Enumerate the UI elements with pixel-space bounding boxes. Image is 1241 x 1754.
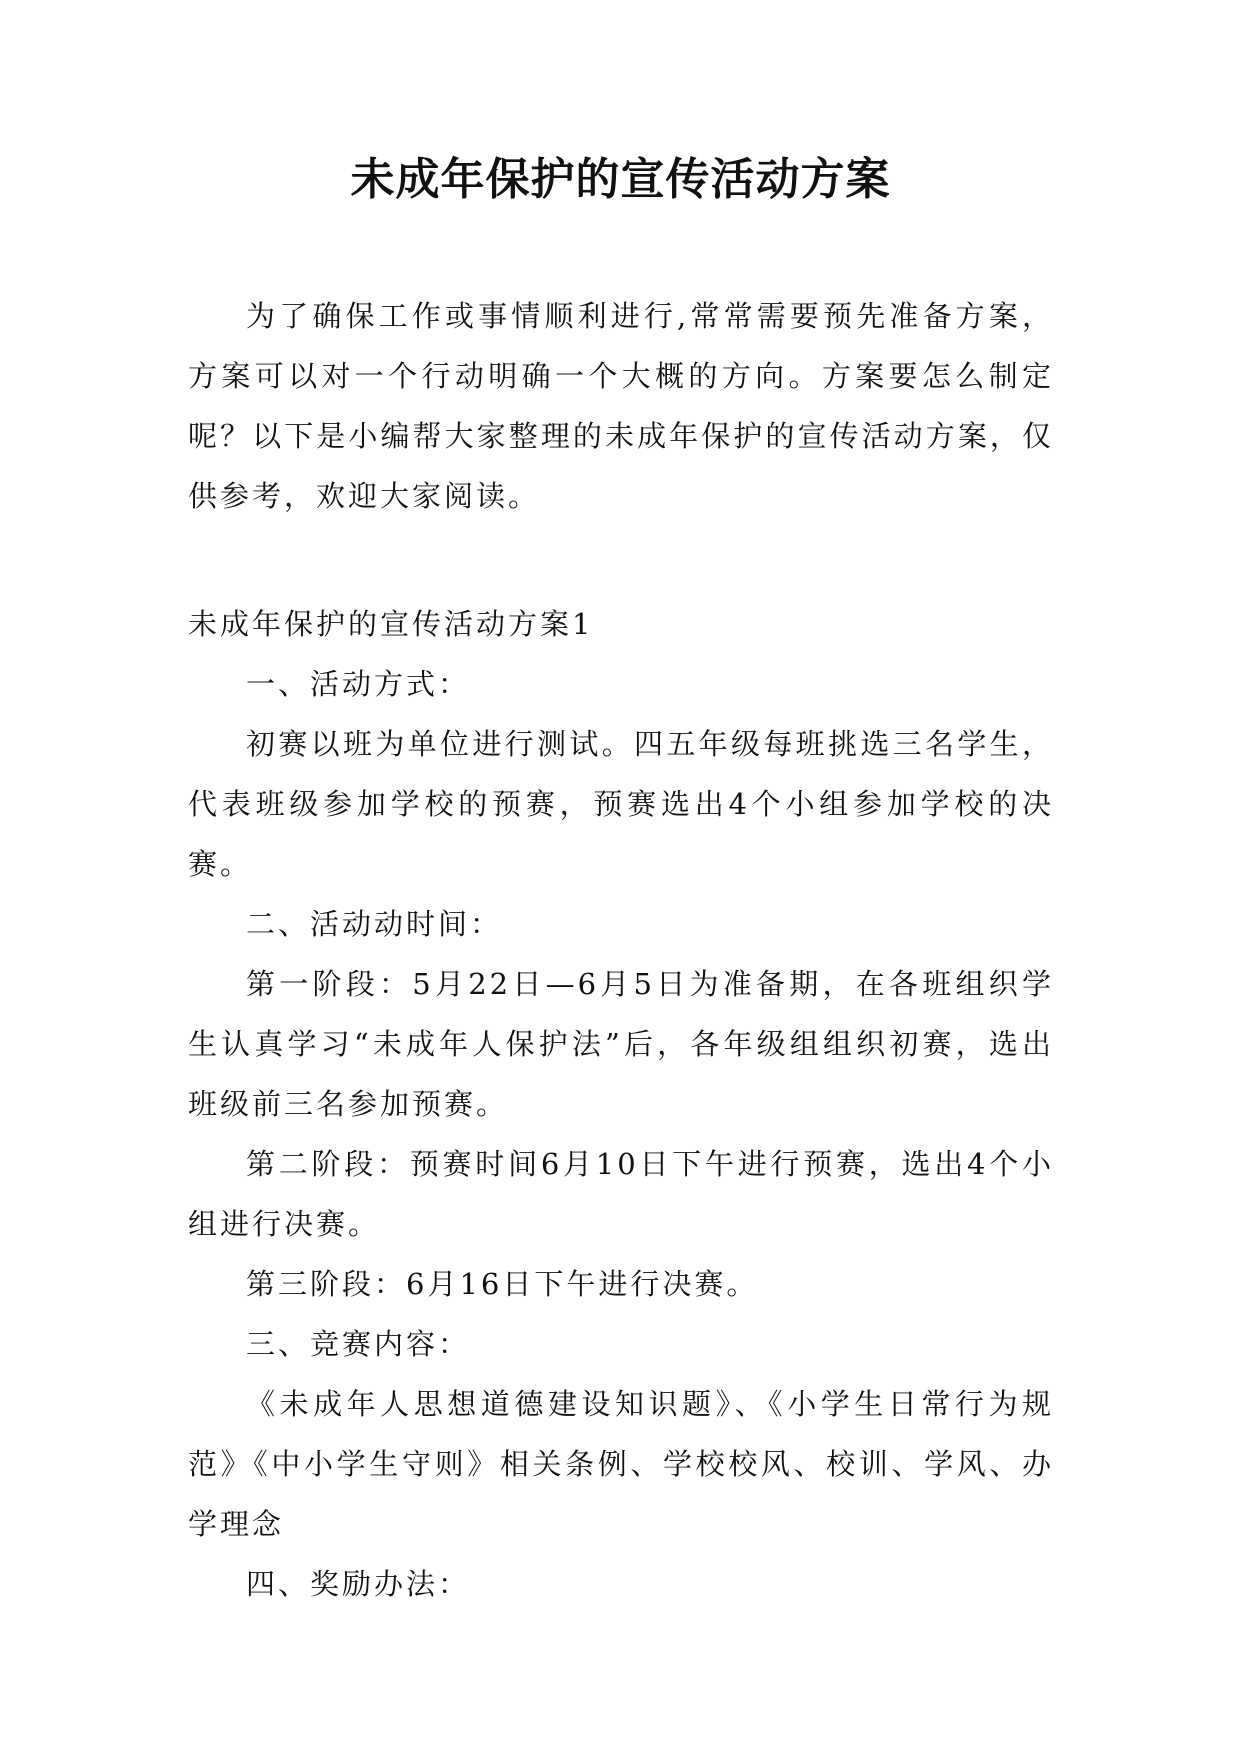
paragraph-preliminary: 初赛以班为单位进行测试。四五年级每班挑选三名学生，代表班级参加学校的预赛，预赛选出4个小组参加学校的决赛。 [188,727,1054,881]
document-title: 未成年保护的宣传活动方案 [350,154,891,205]
paragraph-stage-three: 第三阶段：6月16日下午进行决赛。 [246,1267,759,1301]
paragraph-stage-two: 第二阶段：预赛时间6月10日下午进行预赛，选出4个小组进行决赛。 [188,1147,1054,1241]
paragraph-stage-one: 第一阶段：5月22日—6月5日为准备期，在各班组织学生认真学习“未成年人保护法”后，各年级组组织初赛，选出班级前三名参加预赛。 [188,967,1054,1121]
heading-rewards: 四、奖励办法： [246,1567,471,1601]
heading-activity-time: 二、活动动时间： [246,907,503,941]
document-body [188,286,1054,1614]
intro-paragraph: 为了确保工作或事情顺利进行,常常需要预先准备方案，方案可以对一个行动明确一个大概的方向。方案要怎么制定呢？以下是小编帮大家整理的未成年保护的宣传活动方案，仅供参考，欢迎大家阅读。 [188,299,1054,513]
section-title: 未成年保护的宣传活动方案1 [188,607,594,641]
heading-activity-method: 一、活动方式： [246,667,471,701]
paragraph-gap [188,526,1054,594]
paragraph-contest-content: 《未成年人思想道德建设知识题》、《小学生日常行为规范》《中小学生守则》相关条例、学校校风、校训、学风、办学理念 [188,1387,1054,1541]
heading-contest-content: 三、竞赛内容： [246,1327,471,1361]
